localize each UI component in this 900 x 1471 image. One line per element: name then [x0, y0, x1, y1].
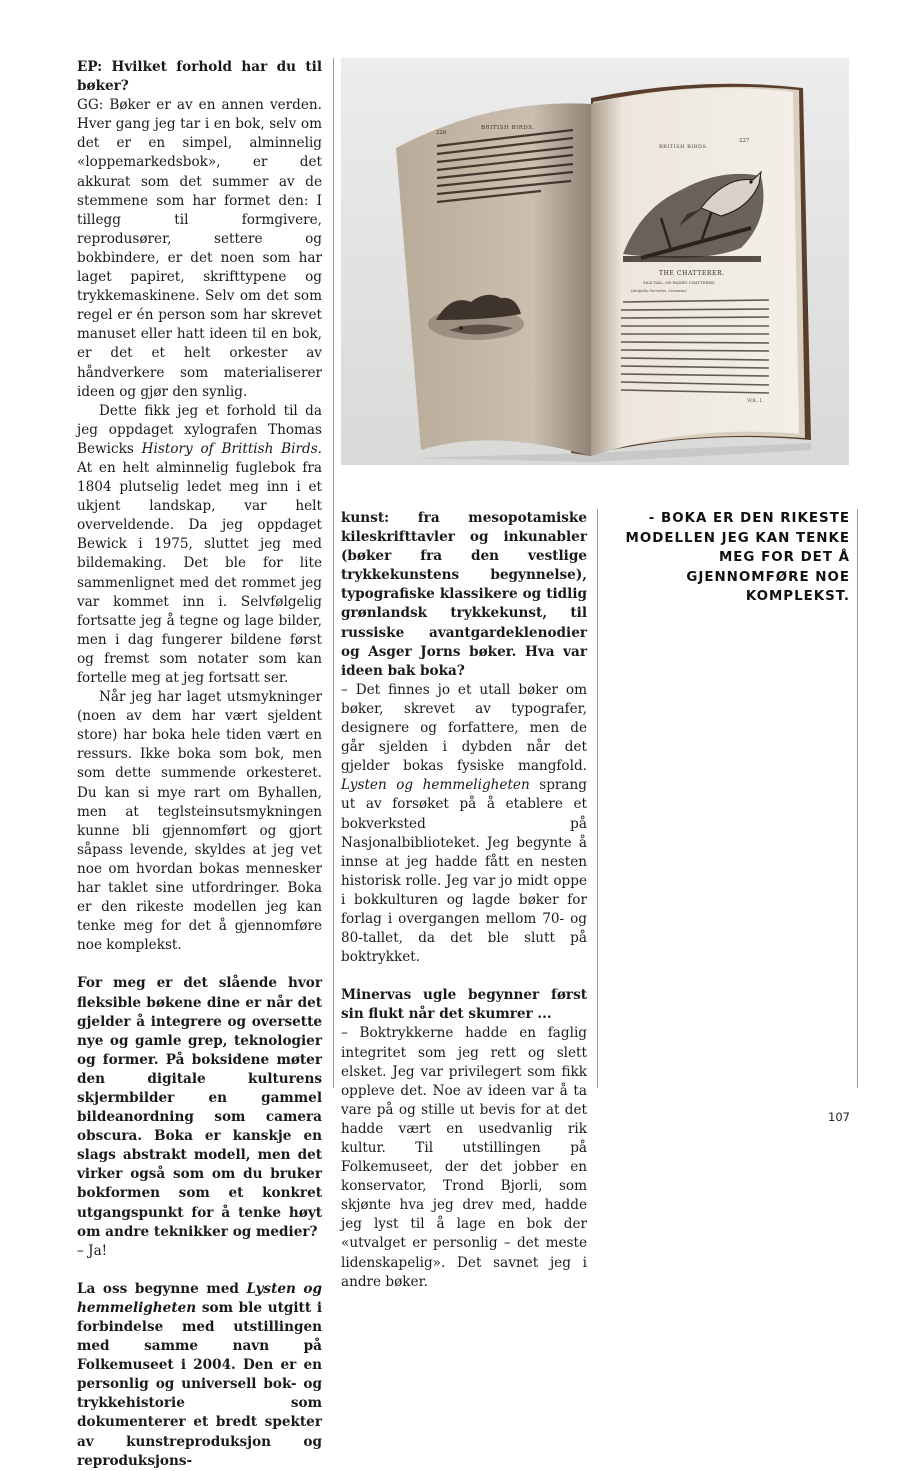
plate-latin-name: (Ampelis Garrulus, Linnæus) — [631, 288, 687, 293]
right-margin-rule — [857, 509, 858, 1088]
paragraph-decorations: Når jeg har laget utsmykninger (noen av dem har vært sjeldent store) har boka hele tiden vært en ressurs. Ikke boka som bok, men som dette summende orkesteret. Du kan si mye rart om Byhallen, men at teglsteinsutsmykningen kunne bli gjennomført og gjort såpass levende, skyldes at jeg vet noe om hvordan bokas mennesker har taklet sine utfordringer. Boka er den rikeste modellen jeg kan tenke meg for det å gjennomføre noe komplekst. — [77, 689, 322, 954]
question-1: EP: Hvilket forhold har du til bøker? — [77, 59, 322, 95]
page-number: 107 — [828, 1110, 850, 1124]
column-divider-2 — [597, 509, 598, 1088]
question-3: La oss begynne med Lysten og hemmeligheten som ble utgitt i forbindelse med utstillingen med samme navn på Folkemuseet i 2004. Den er en personlig og universell bok- og trykkehistorie som dokumenterer et bredt spekter av kunstreproduksjon og reproduksjons- — [77, 1280, 322, 1469]
answer-1: GG: Bøker er av en annen verden. Hver gang jeg tar i en bok, selv om det er en simpel, alminnelig «loppemarkedsbok», er det akkurat som det summer av de stemmene som har formet den: I tillegg til formgivere, reprodusører, settere og bokbindere, er det noen som har laget papiret, skrifttypene og trykkemaskinene. Selv om det som regel er én person som har skrevet manuset eller hatt ideen til en bok, er det et helt orkester av håndverkere som materialiserer ideen og gjør den synlig. — [77, 97, 322, 400]
article-column-1 — [77, 58, 322, 1471]
pull-quote: - BOKA ER DEN RIKESTE MODELLEN JEG KAN TENKE MEG FOR DET Å GJENNOMFØRE NOE KOMPLEKST. — [625, 511, 850, 605]
left-page-number: 226 — [436, 130, 447, 136]
right-page-number: 227 — [739, 138, 750, 144]
answer-3: – Det finnes jo et utall bøker om bøker, skrevet av typografer, designere og forfattere, men de går sjelden i dybden når det gjelder bokas fysiske mangfold. Lysten og hemmeligheten sprang ut av forsøket på å etablere et bokverksted på Nasjonalbiblioteket. Jeg begynte å innse at jeg hadde fått en nesten historisk rolle. Jeg var jo midt oppe i bokkulturen og lagde bøker for forlag i overgangen mellom 70- og 80-tallet, da det ble slutt på boktrykket. — [341, 681, 587, 966]
open-book-photo — [341, 58, 849, 465]
book-title-british-birds: History of Brittish Birds. — [141, 440, 323, 457]
column-divider-1 — [333, 58, 334, 1088]
question-2: For meg er det slående hvor fleksible bøkene dine er når det gjelder å integrere og oversette nye og gamle grep, teknologier og former. På boksidene møter den digitale kulturens skjermbilder en gammel bildeanordning som camera obscura. Boka er kanskje en slags abstrakt modell, men det virker også som om du bruker bokformen som et konkret utgangspunkt for å tenke høyt om andre teknikker og medier? — [77, 975, 322, 1240]
plate-caption: THE CHATTERER. — [659, 270, 725, 277]
question-3-continued: kunst: fra mesopotamiske kileskrifttavler og inkunabler (bøker fra den vestlige trykkekunstens begynnelse), typografiske klassikere og tidlig grønlandsk trykkekunst, til russiske avantgardeklenodier og Asger Jorns bøker. Hva var ideen bak boka? — [341, 510, 587, 679]
right-running-head: BRITISH BIRDS. — [659, 144, 709, 150]
answer-4: – Boktrykkerne hadde en faglig integritet som jeg rett og slett elsket. Jeg var privilegert som fikk oppleve det. Noe av ideen var å ta vare på og stille ut bevis for at det hadde vært en usedvanlig rik kultur. Til utstillingen på Folkemuseet, der det jobber en konservator, Trond Bjorli, som skjønte hva jeg drev med, hadde jeg lyst til å lage en bok der «utvalget er personlig – det meste lidenskapelig». Det savnet jeg i andre bøker. — [341, 1025, 587, 1290]
book-title-lysten-2: Lysten og hemmeligheten — [341, 777, 530, 794]
paragraph-bewick: Dette fikk jeg et forhold til da jeg oppdaget xylografen Thomas Bewicks History of Brittish Birds. At en helt alminnelig fuglebok fra 1804 plutselig ledet meg inn i et ukjent landskap, var helt overveldende. Da jeg oppdaget Bewick i 1975, sluttet jeg med bildemaking. Det ble for lite sammenlignet med det rommet jeg var kommet inn i. Selvfølgelig fortsatte jeg å tegne og lage bilder, men i dag fungerer bildene først og fremst som notater som kan fortelle meg at jeg fortsatt ser. — [77, 402, 323, 686]
book-title-lysten: Lysten og hemmeligheten — [77, 1280, 322, 1316]
plate-subcaption: SILK TAIL, OR WAXEN CHATTERER. — [643, 280, 716, 285]
right-page-foot: VOL. I. — [747, 399, 763, 404]
question-4: Minervas ugle begynner først sin flukt når det skumrer ... — [341, 987, 587, 1023]
article-column-2 — [341, 509, 587, 1292]
left-running-head: BRITISH BIRDS. — [481, 125, 535, 131]
answer-2: – Ja! — [77, 1242, 108, 1259]
